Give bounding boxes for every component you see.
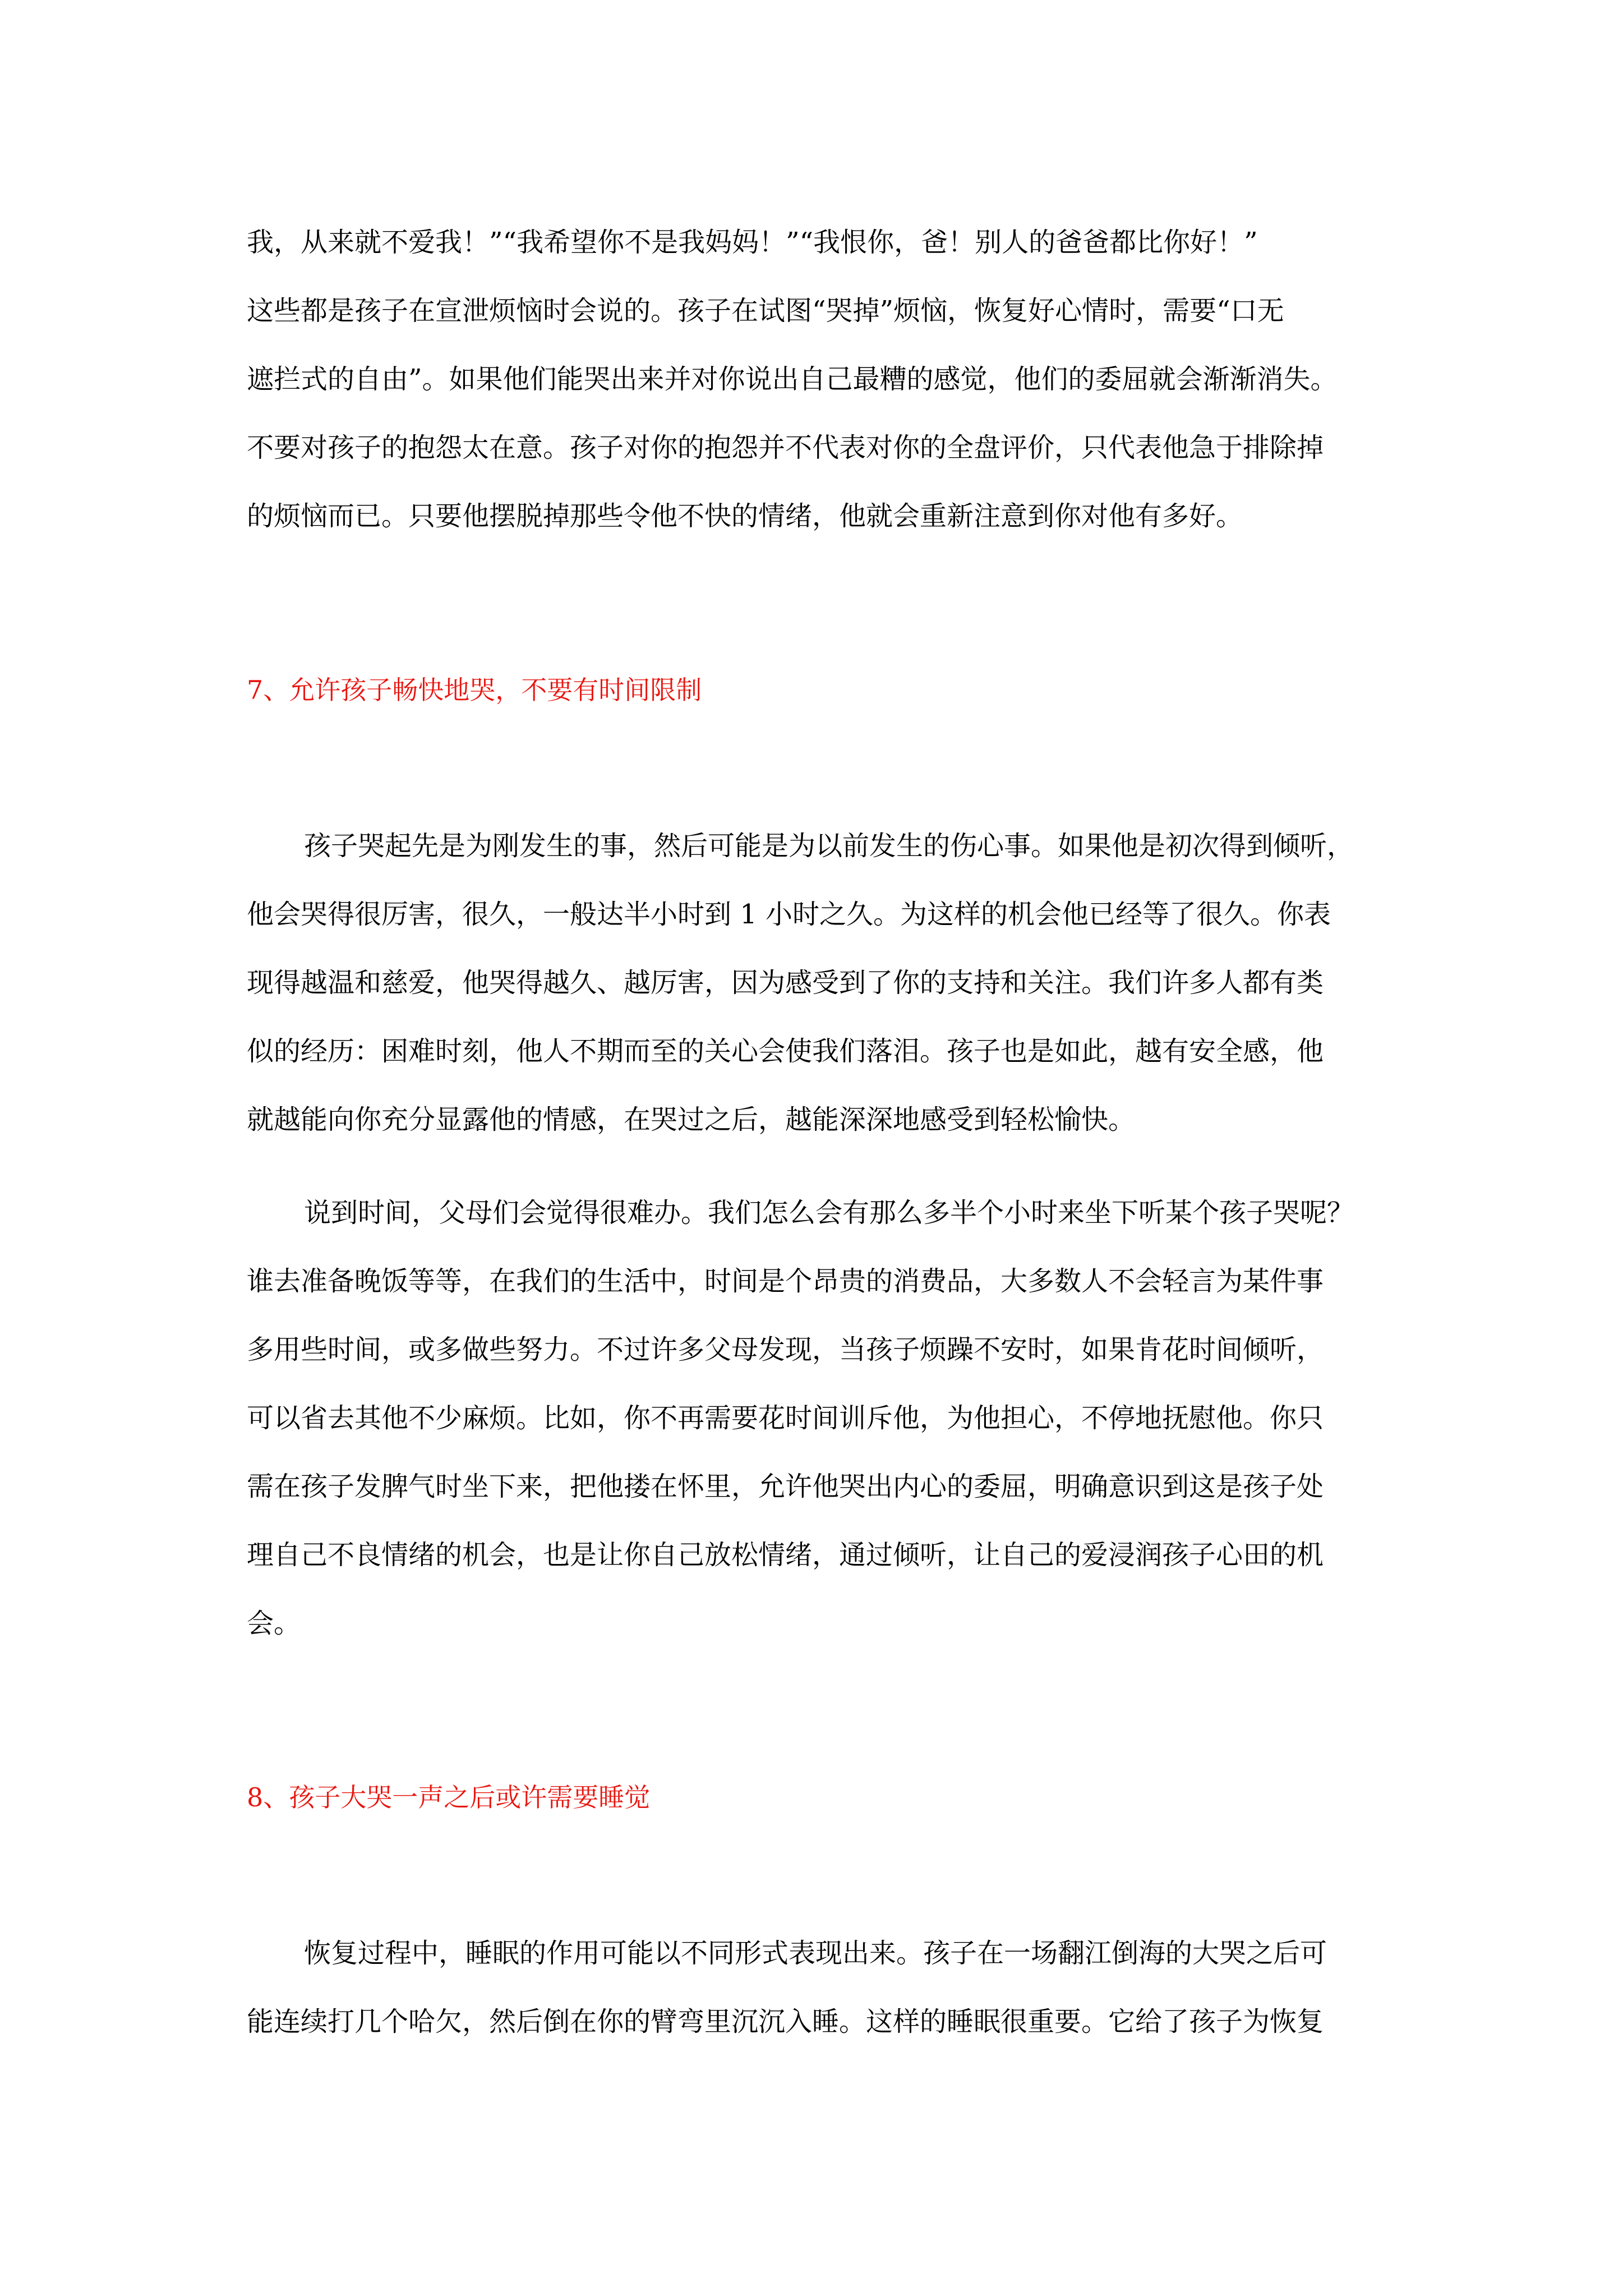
body-text-line: 现得越温和慈爱，他哭得越久、越厉害，因为感受到了你的支持和关注。我们许多人都有类 xyxy=(247,967,1324,999)
body-text-line: 理自己不良情绪的机会，也是让你自己放松情绪，通过倾听，让自己的爱浸润孩子心田的机 xyxy=(247,1539,1324,1571)
body-text-line: 就越能向你充分显露他的情感，在哭过之后，越能深深地感受到轻松愉快。 xyxy=(247,1104,1136,1135)
body-text-line: 这些都是孩子在宣泄烦恼时会说的。孩子在试图“哭掉”烦恼，恢复好心情时，需要“口无 xyxy=(247,295,1284,326)
body-text-line: 恢复过程中，睡眠的作用可能以不同形式表现出来。孩子在一场翻江倒海的大哭之后可 xyxy=(304,1938,1327,1969)
body-text-line: 谁去准备晚饭等等，在我们的生活中，时间是个昂贵的消费品，大多数人不会轻言为某件事 xyxy=(247,1266,1324,1297)
body-text-line: 不要对孩子的抱怨太在意。孩子对你的抱怨并不代表对你的全盘评价，只代表他急于排除掉 xyxy=(247,432,1324,463)
body-text-line: 需在孩子发脾气时坐下来，把他搂在怀里，允许他哭出内心的委屈，明确意识到这是孩子处 xyxy=(247,1471,1324,1502)
body-text-line: 我，从来就不爱我！”“我希望你不是我妈妈！”“我恨你，爸！别人的爸爸都比你好！” xyxy=(247,227,1258,258)
body-text-line: 说到时间，父母们会觉得很难办。我们怎么会有那么多半个小时来坐下听某个孩子哭呢？ xyxy=(304,1197,1354,1228)
section-heading-7: 7、允许孩子畅快地哭，不要有时间限制 xyxy=(247,675,702,705)
body-text-line: 能连续打几个哈欠，然后倒在你的臂弯里沉沉入睡。这样的睡眠很重要。它给了孩子为恢复 xyxy=(247,2006,1324,2037)
body-text-line: 会。 xyxy=(247,1608,301,1639)
body-text-line: 多用些时间，或多做些努力。不过许多父母发现，当孩子烦躁不安时，如果肯花时间倾听， xyxy=(247,1334,1324,1365)
section-heading-8: 8、孩子大哭一声之后或许需要睡觉 xyxy=(247,1782,651,1812)
body-text-line: 孩子哭起先是为刚发生的事，然后可能是为以前发生的伤心事。如果他是初次得到倾听， xyxy=(304,830,1354,862)
body-text-line: 的烦恼而已。只要他摆脱掉那些令他不快的情绪，他就会重新注意到你对他有多好。 xyxy=(247,500,1243,532)
body-text-line: 可以省去其他不少麻烦。比如，你不再需要花时间训斥他，为他担心，不停地抚慰他。你只 xyxy=(247,1402,1324,1434)
body-text-line: 似的经历：困难时刻，他人不期而至的关心会使我们落泪。孩子也是如此，越有安全感，他 xyxy=(247,1036,1324,1067)
body-text-line: 遮拦式的自由”。如果他们能哭出来并对你说出自己最糟的感觉，他们的委屈就会渐渐消失。 xyxy=(247,364,1338,395)
body-text-line: 他会哭得很厉害，很久，一般达半小时到 1 小时之久。为这样的机会他已经等了很久。你表 xyxy=(247,899,1331,930)
